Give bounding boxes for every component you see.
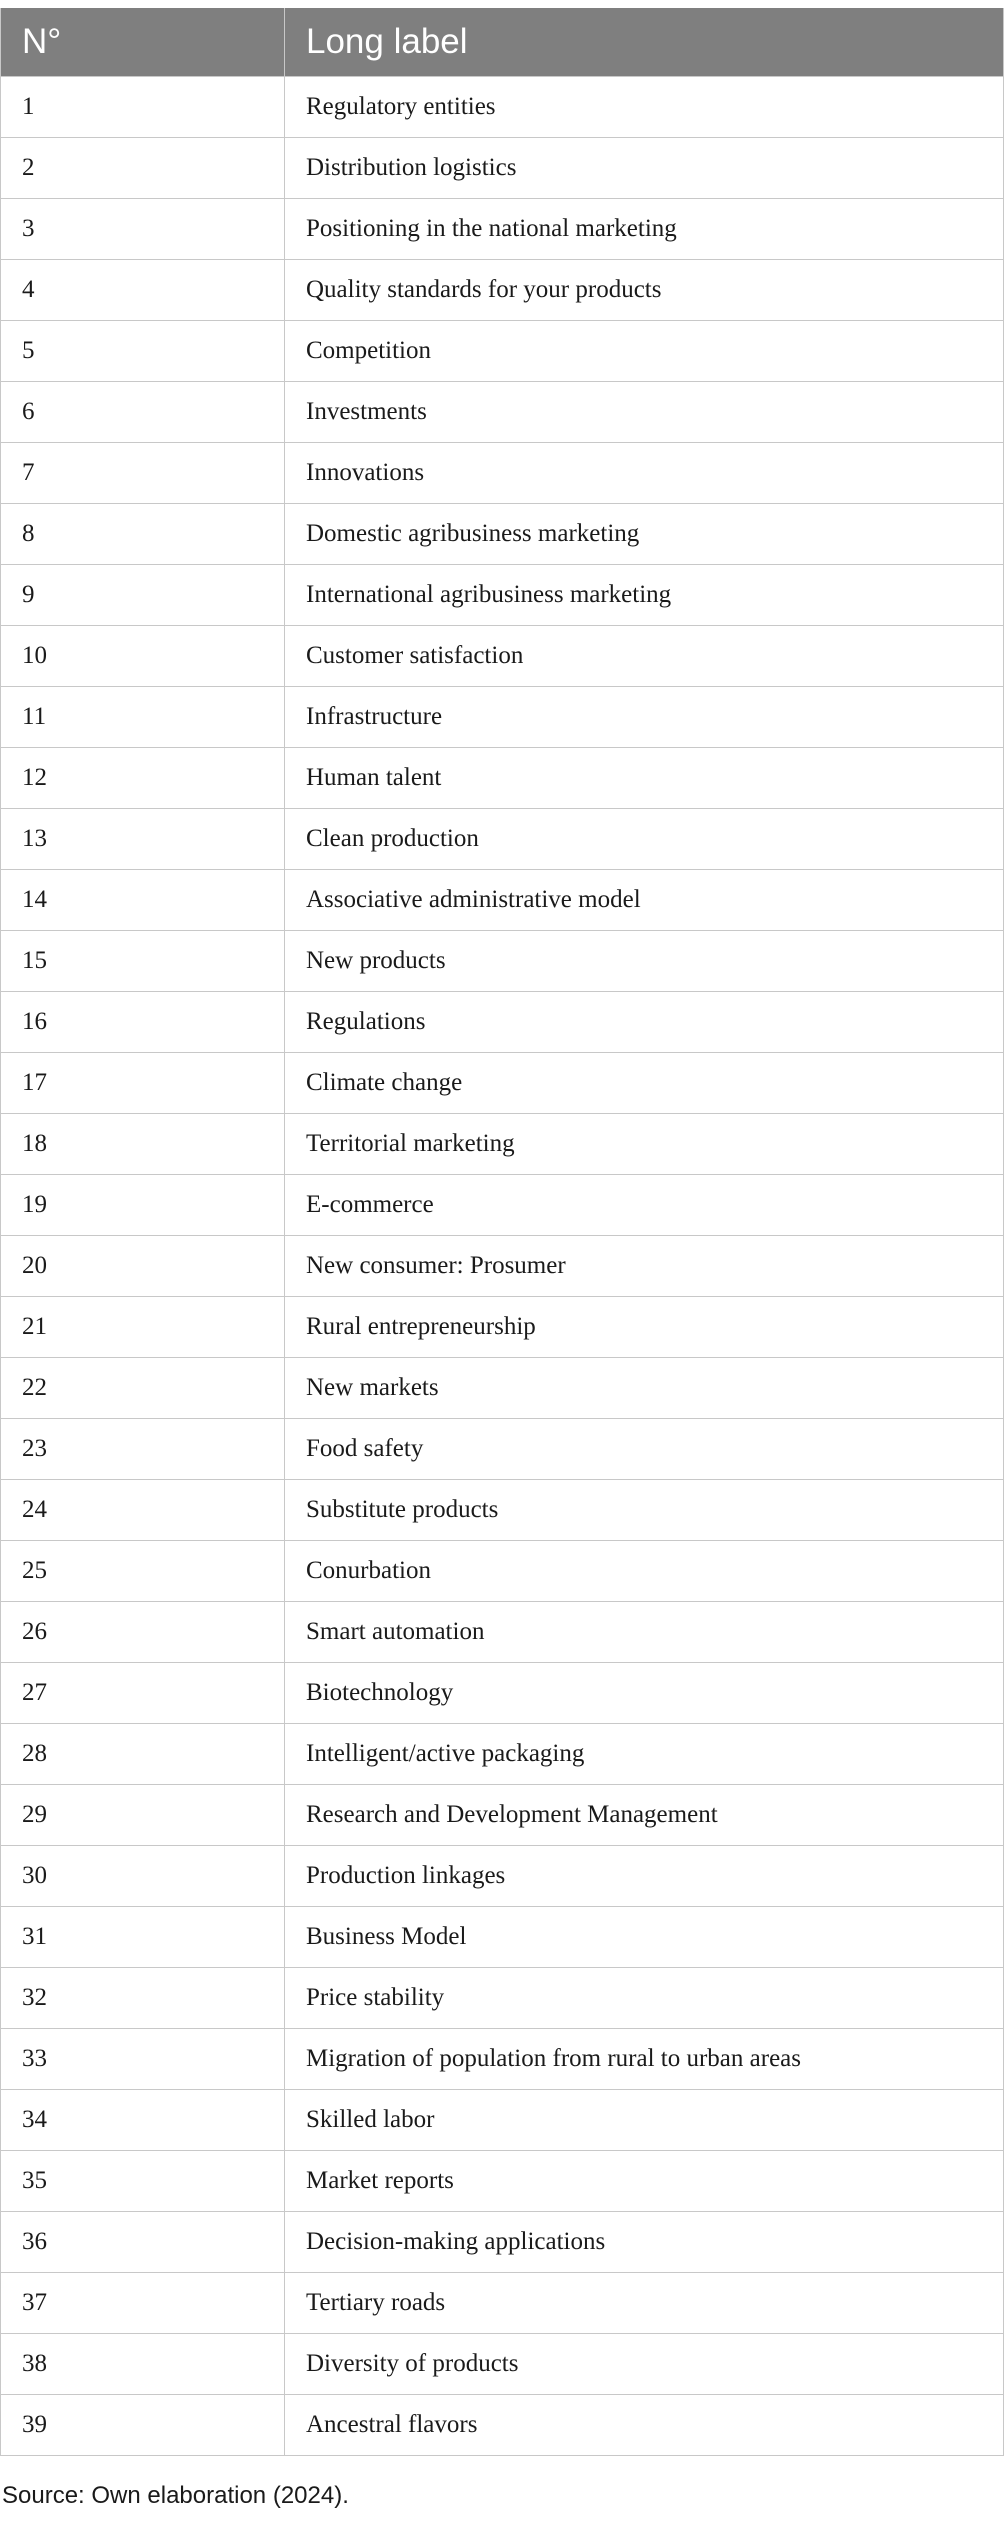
row-number: 3 bbox=[1, 199, 285, 260]
row-number: 7 bbox=[1, 443, 285, 504]
row-number: 26 bbox=[1, 1602, 285, 1663]
table-row bbox=[1, 1907, 1004, 1968]
row-long-label: Domestic agribusiness marketing bbox=[285, 504, 1004, 565]
row-long-label: Rural entrepreneurship bbox=[285, 1297, 1004, 1358]
table-row bbox=[1, 1419, 1004, 1480]
table-row bbox=[1, 138, 1004, 199]
row-number: 34 bbox=[1, 2090, 285, 2151]
row-long-label: Smart automation bbox=[285, 1602, 1004, 1663]
table-row bbox=[1, 1846, 1004, 1907]
table-row bbox=[1, 1480, 1004, 1541]
row-number: 18 bbox=[1, 1114, 285, 1175]
row-long-label: Price stability bbox=[285, 1968, 1004, 2029]
row-long-label: New markets bbox=[285, 1358, 1004, 1419]
table-row bbox=[1, 1358, 1004, 1419]
table-row bbox=[1, 870, 1004, 931]
table-row bbox=[1, 2151, 1004, 2212]
row-number: 29 bbox=[1, 1785, 285, 1846]
row-long-label: Associative administrative model bbox=[285, 870, 1004, 931]
row-number: 33 bbox=[1, 2029, 285, 2090]
table-row bbox=[1, 2090, 1004, 2151]
row-long-label: International agribusiness marketing bbox=[285, 565, 1004, 626]
table-row bbox=[1, 1724, 1004, 1785]
row-long-label: Human talent bbox=[285, 748, 1004, 809]
table-row bbox=[1, 992, 1004, 1053]
row-long-label: New consumer: Prosumer bbox=[285, 1236, 1004, 1297]
row-long-label: Tertiary roads bbox=[285, 2273, 1004, 2334]
table-row bbox=[1, 2029, 1004, 2090]
row-long-label: New products bbox=[285, 931, 1004, 992]
row-long-label: Ancestral flavors bbox=[285, 2395, 1004, 2456]
row-long-label: Production linkages bbox=[285, 1846, 1004, 1907]
row-number: 2 bbox=[1, 138, 285, 199]
row-number: 1 bbox=[1, 77, 285, 138]
row-number: 17 bbox=[1, 1053, 285, 1114]
row-long-label: Skilled labor bbox=[285, 2090, 1004, 2151]
variables-table-container bbox=[0, 8, 1003, 2456]
table-header bbox=[1, 8, 1004, 77]
row-long-label: Diversity of products bbox=[285, 2334, 1004, 2395]
row-number: 22 bbox=[1, 1358, 285, 1419]
table-row bbox=[1, 260, 1004, 321]
row-number: 14 bbox=[1, 870, 285, 931]
header-number: N° bbox=[1, 8, 285, 77]
variables-table bbox=[0, 8, 1004, 2456]
row-long-label: Distribution logistics bbox=[285, 138, 1004, 199]
table-row bbox=[1, 199, 1004, 260]
table-row bbox=[1, 2334, 1004, 2395]
row-long-label: Migration of population from rural to urban areas bbox=[285, 2029, 1004, 2090]
row-number: 37 bbox=[1, 2273, 285, 2334]
row-number: 39 bbox=[1, 2395, 285, 2456]
row-long-label: Investments bbox=[285, 382, 1004, 443]
row-number: 5 bbox=[1, 321, 285, 382]
table-row bbox=[1, 504, 1004, 565]
row-number: 6 bbox=[1, 382, 285, 443]
row-number: 36 bbox=[1, 2212, 285, 2273]
row-long-label: Biotechnology bbox=[285, 1663, 1004, 1724]
row-number: 30 bbox=[1, 1846, 285, 1907]
table-body bbox=[1, 77, 1004, 2456]
table-row bbox=[1, 2395, 1004, 2456]
row-long-label: Conurbation bbox=[285, 1541, 1004, 1602]
row-long-label: Food safety bbox=[285, 1419, 1004, 1480]
table-row bbox=[1, 1663, 1004, 1724]
table-row bbox=[1, 2212, 1004, 2273]
row-number: 12 bbox=[1, 748, 285, 809]
row-long-label: Territorial marketing bbox=[285, 1114, 1004, 1175]
table-row bbox=[1, 931, 1004, 992]
table-row bbox=[1, 1541, 1004, 1602]
row-long-label: Customer satisfaction bbox=[285, 626, 1004, 687]
row-number: 20 bbox=[1, 1236, 285, 1297]
row-number: 13 bbox=[1, 809, 285, 870]
table-row bbox=[1, 565, 1004, 626]
table-row bbox=[1, 1602, 1004, 1663]
row-long-label: Clean production bbox=[285, 809, 1004, 870]
table-row bbox=[1, 1114, 1004, 1175]
row-number: 28 bbox=[1, 1724, 285, 1785]
row-number: 4 bbox=[1, 260, 285, 321]
row-long-label: E-commerce bbox=[285, 1175, 1004, 1236]
row-number: 23 bbox=[1, 1419, 285, 1480]
row-number: 35 bbox=[1, 2151, 285, 2212]
table-row bbox=[1, 1236, 1004, 1297]
table-row bbox=[1, 1053, 1004, 1114]
row-number: 8 bbox=[1, 504, 285, 565]
row-number: 27 bbox=[1, 1663, 285, 1724]
row-long-label: Business Model bbox=[285, 1907, 1004, 1968]
row-long-label: Climate change bbox=[285, 1053, 1004, 1114]
table-row bbox=[1, 443, 1004, 504]
row-long-label: Positioning in the national marketing bbox=[285, 199, 1004, 260]
row-long-label: Innovations bbox=[285, 443, 1004, 504]
row-long-label: Regulatory entities bbox=[285, 77, 1004, 138]
table-row bbox=[1, 687, 1004, 748]
table-row bbox=[1, 382, 1004, 443]
table-row bbox=[1, 626, 1004, 687]
row-long-label: Substitute products bbox=[285, 1480, 1004, 1541]
row-long-label: Research and Development Management bbox=[285, 1785, 1004, 1846]
row-number: 25 bbox=[1, 1541, 285, 1602]
row-long-label: Quality standards for your products bbox=[285, 260, 1004, 321]
table-row bbox=[1, 748, 1004, 809]
row-number: 16 bbox=[1, 992, 285, 1053]
row-long-label: Infrastructure bbox=[285, 687, 1004, 748]
header-row bbox=[1, 8, 1004, 77]
table-row bbox=[1, 2273, 1004, 2334]
row-number: 32 bbox=[1, 1968, 285, 2029]
row-number: 38 bbox=[1, 2334, 285, 2395]
table-row bbox=[1, 77, 1004, 138]
row-number: 31 bbox=[1, 1907, 285, 1968]
row-long-label: Regulations bbox=[285, 992, 1004, 1053]
table-row bbox=[1, 321, 1004, 382]
row-number: 15 bbox=[1, 931, 285, 992]
row-long-label: Competition bbox=[285, 321, 1004, 382]
table-row bbox=[1, 1785, 1004, 1846]
header-long-label: Long label bbox=[285, 8, 1004, 77]
row-number: 10 bbox=[1, 626, 285, 687]
table-row bbox=[1, 809, 1004, 870]
table-row bbox=[1, 1968, 1004, 2029]
table-row bbox=[1, 1175, 1004, 1236]
table-row bbox=[1, 1297, 1004, 1358]
row-number: 11 bbox=[1, 687, 285, 748]
row-long-label: Intelligent/active packaging bbox=[285, 1724, 1004, 1785]
row-number: 19 bbox=[1, 1175, 285, 1236]
row-number: 24 bbox=[1, 1480, 285, 1541]
source-note: Source: Own elaboration (2024). bbox=[2, 2482, 349, 2509]
row-number: 21 bbox=[1, 1297, 285, 1358]
row-number: 9 bbox=[1, 565, 285, 626]
row-long-label: Market reports bbox=[285, 2151, 1004, 2212]
row-long-label: Decision-making applications bbox=[285, 2212, 1004, 2273]
